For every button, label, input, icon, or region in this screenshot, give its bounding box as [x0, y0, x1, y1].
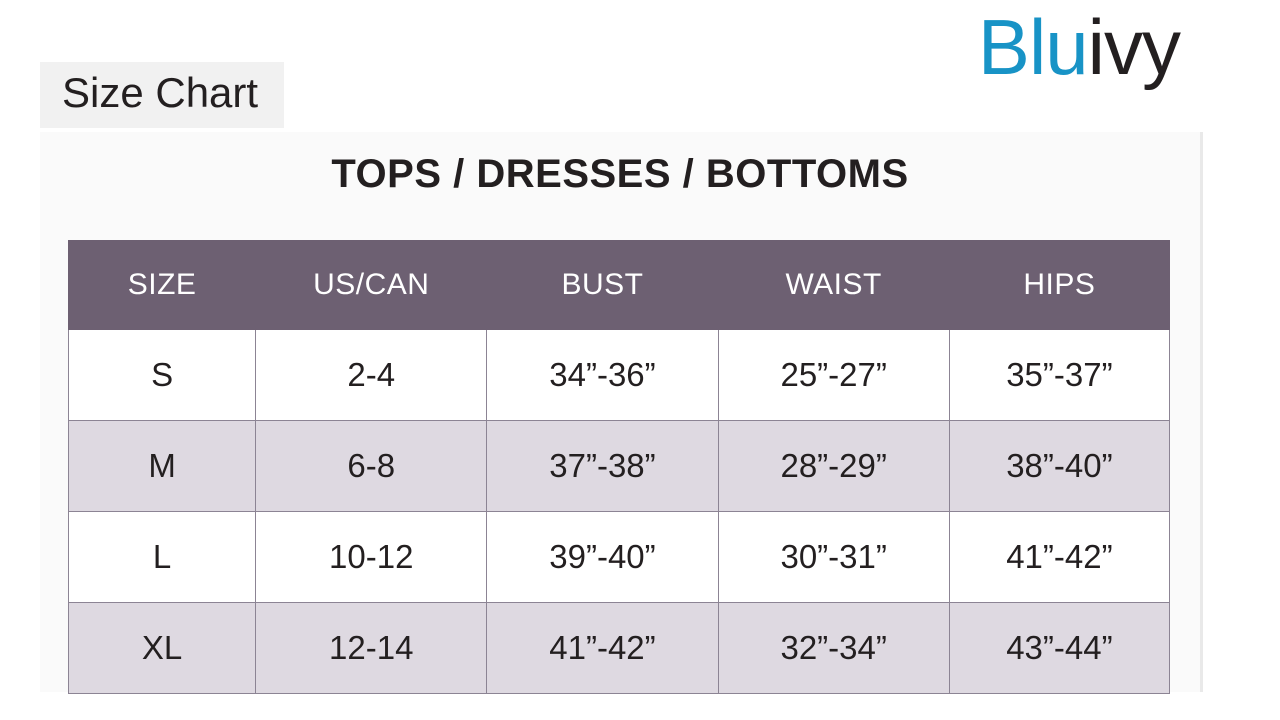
page-title: Size Chart	[40, 62, 284, 128]
column-header-hips: HIPS	[949, 241, 1169, 330]
table-header-row	[69, 241, 1170, 330]
table-row	[69, 512, 1170, 603]
brand-logo-primary: Blu	[977, 3, 1088, 91]
column-header-uscan: US/CAN	[256, 241, 487, 330]
table-row	[69, 330, 1170, 421]
cell-size: M	[69, 421, 256, 512]
table-row	[69, 421, 1170, 512]
column-header-waist: WAIST	[718, 241, 949, 330]
size-chart-panel	[40, 132, 1203, 692]
cell-uscan: 12-14	[256, 603, 487, 694]
cell-size: XL	[69, 603, 256, 694]
column-header-size: SIZE	[69, 241, 256, 330]
column-header-bust: BUST	[487, 241, 718, 330]
cell-hips: 38”-40”	[949, 421, 1169, 512]
cell-uscan: 10-12	[256, 512, 487, 603]
cell-waist: 32”-34”	[718, 603, 949, 694]
cell-hips: 41”-42”	[949, 512, 1169, 603]
cell-uscan: 6-8	[256, 421, 487, 512]
cell-waist: 30”-31”	[718, 512, 949, 603]
brand-logo-secondary: ivy	[1087, 3, 1180, 91]
cell-bust: 34”-36”	[487, 330, 718, 421]
size-table	[68, 240, 1170, 694]
cell-bust: 39”-40”	[487, 512, 718, 603]
cell-size: L	[69, 512, 256, 603]
cell-size: S	[69, 330, 256, 421]
table-row	[69, 603, 1170, 694]
brand-logo	[977, 3, 1180, 91]
cell-hips: 35”-37”	[949, 330, 1169, 421]
cell-bust: 41”-42”	[487, 603, 718, 694]
cell-waist: 28”-29”	[718, 421, 949, 512]
cell-bust: 37”-38”	[487, 421, 718, 512]
table-title: TOPS / DRESSES / BOTTOMS	[331, 152, 909, 196]
cell-waist: 25”-27”	[718, 330, 949, 421]
cell-uscan: 2-4	[256, 330, 487, 421]
cell-hips: 43”-44”	[949, 603, 1169, 694]
